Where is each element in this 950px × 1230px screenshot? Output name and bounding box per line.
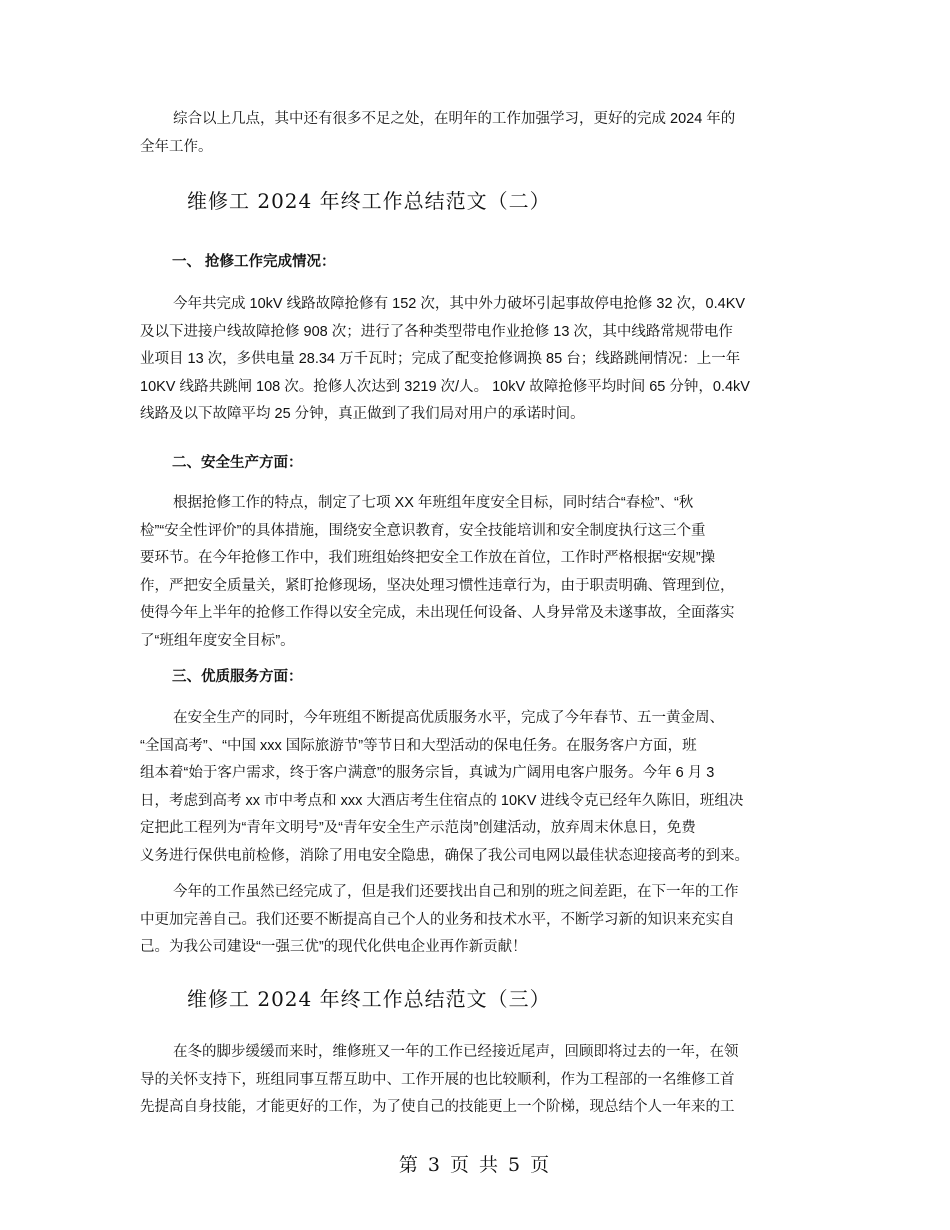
section-title-3: 维修工 2024 年终工作总结范文（三） — [187, 987, 551, 1011]
text-line: 线路及以下故障平均 25 分钟，真正做到了我们局对用户的承诺时间。 — [140, 406, 585, 423]
text-line: 中更加完善自己。我们还要不断提高自己个人的业务和技术水平，不断学习新的知识来充实自 — [140, 911, 735, 928]
text-line: 全年工作。 — [140, 138, 213, 155]
text-line: 了“班组年度安全目标”。 — [140, 632, 295, 649]
text-line: 先提高自身技能，才能更好的工作，为了使自己的技能更上一个阶梯，现总结个人一年来的工 — [140, 1099, 735, 1116]
part3-heading: 三、优质服务方面： — [172, 669, 303, 685]
text-line: 义务进行保供电前检修，消除了用电安全隐患，确保了我公司电网以最佳状态迎接高考的到来。 — [140, 847, 749, 864]
text-line: 在冬的脚步缓缓而来时，维修班又一年的工作已经接近尾声，回顾即将过去的一年，在领 — [173, 1044, 739, 1060]
text-line: 定把此工程列为“青年文明号”及“青年安全生产示范岗”创建活动，放弃周末休息日，免费 — [140, 820, 696, 837]
text-line: “全国高考”、“中国 xxx 国际旅游节”等节日和大型活动的保电任务。在服务客户方面，班 — [140, 737, 697, 754]
text-line: 日，考虑到高考 xx 市中考点和 xxx 大酒店考生住宿点的 10KV 进线令克已经年久陈旧，班组决 — [140, 792, 744, 809]
intro-paragraph — [140, 106, 820, 161]
text-line: 今年共完成 10kV 线路故障抢修有 152 次，其中外力破坏引起事故停电抢修 32 次，0.4KV — [173, 296, 746, 312]
text-line: 10KV 线路共跳闸 108 次。抢修人次达到 3219 次/人。 10kV 故障抢修平均时间 65 分钟，0.4kV — [140, 378, 750, 395]
text-line: 检”“安全性评价”的具体措施，围绕安全意识教育，安全技能培训和安全制度执行这三个重 — [140, 522, 706, 539]
text-line: 己。为我公司建设“一强三优”的现代化供电企业再作新贡献！ — [140, 939, 527, 956]
part2-heading: 二、安全生产方面： — [172, 455, 303, 471]
text-line: 使得今年上半年的抢修工作得以安全完成，未出现任何设备、人身异常及未遂事故，全面落实 — [140, 605, 735, 622]
text-line: 综合以上几点，其中还有很多不足之处，在明年的工作加强学习，更好的完成 2024 年的 — [173, 111, 736, 127]
text-line: 组本着“始于客户需求，终于客户满意”的服务宗旨，真诚为广阔用电客户服务。今年 6 月 3 — [140, 765, 715, 782]
text-line: 根据抢修工作的特点，制定了七项 XX 年班组年度安全目标，同时结合“春检”、“秋 — [173, 495, 694, 511]
closing-paragraph — [140, 879, 820, 962]
part3-paragraph — [140, 705, 820, 871]
page-footer: 第 3 页 共 5 页 — [398, 1154, 552, 1176]
part2-paragraph — [140, 490, 820, 656]
section3-paragraph — [140, 1039, 820, 1122]
text-line: 作，严把安全质量关，紧盯抢修现场，坚决处理习惯性违章行为，由于职责明确、管理到位， — [140, 577, 735, 594]
text-line: 要环节。在今年抢修工作中，我们班组始终把安全工作放在首位，工作时严格根据“安规”操 — [140, 550, 716, 567]
part1-paragraph — [140, 291, 820, 429]
part1-heading: 一、 抢修工作完成情况： — [172, 254, 336, 270]
text-line: 在安全生产的同时，今年班组不断提高优质服务水平，完成了今年春节、五一黄金周、 — [173, 710, 724, 726]
text-line: 业项目 13 次，多供电量 28.34 万千瓦时；完成了配变抢修调换 85 台；线路跳闸情况：上一年 — [140, 351, 741, 368]
text-line: 导的关怀支持下，班组同事互帮互助中、工作开展的也比较顺利，作为工程部的一名维修工首 — [140, 1071, 735, 1088]
text-line: 及以下进接户线故障抢修 908 次；进行了各种类型带电作业抢修 13 次，其中线路常规带电作 — [140, 323, 733, 340]
section-title-2: 维修工 2024 年终工作总结范文（二） — [187, 189, 551, 213]
text-line: 今年的工作虽然已经完成了，但是我们还要找出自己和别的班之间差距，在下一年的工作 — [173, 884, 739, 900]
